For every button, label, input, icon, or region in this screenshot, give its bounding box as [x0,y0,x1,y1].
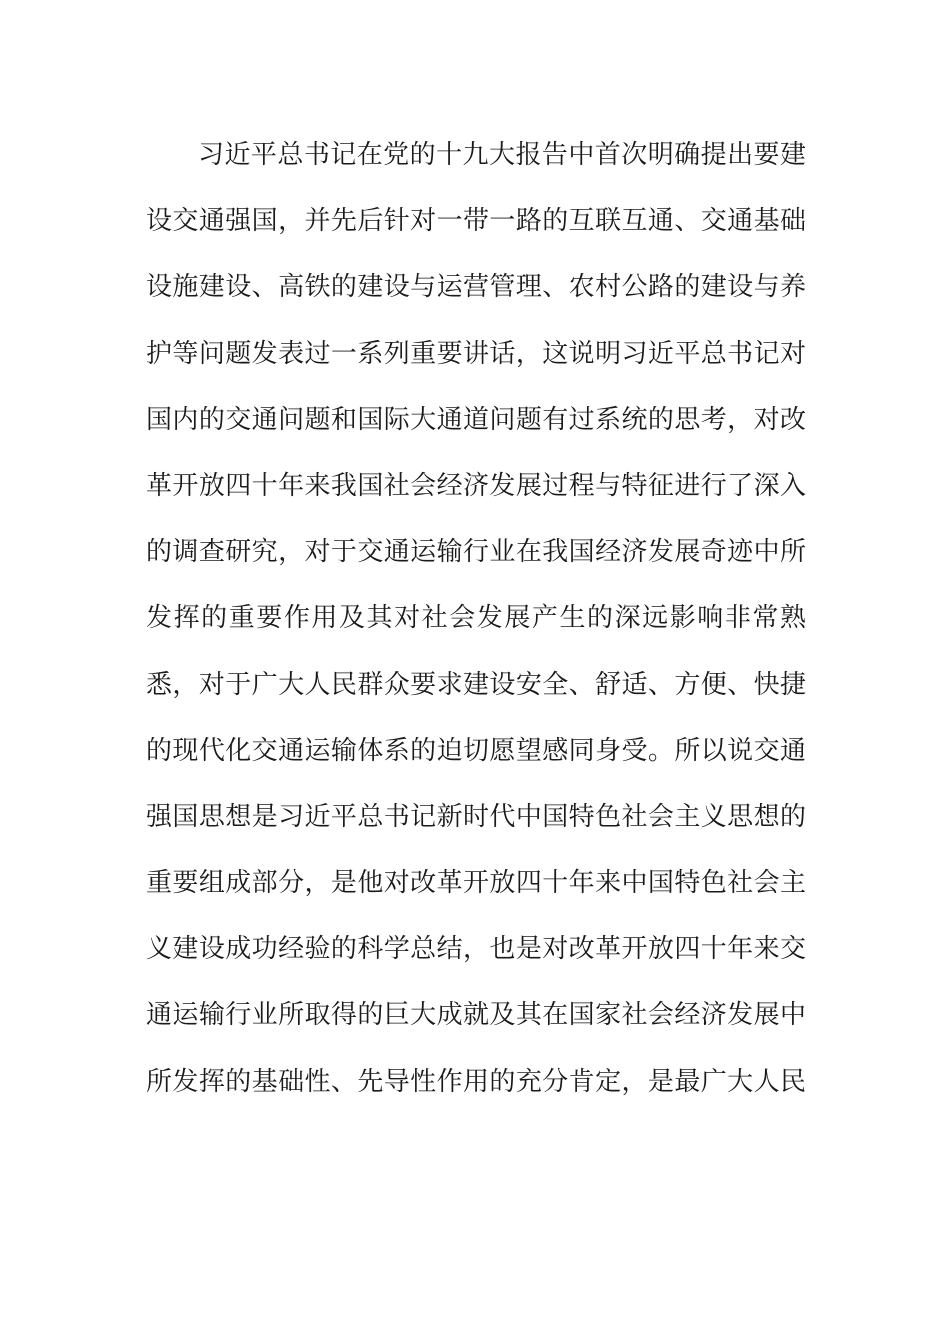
paragraph-line: 发挥的重要作用及其对社会发展产生的深远影响非常熟 [146,603,806,634]
paragraph-line: 的现代化交通运输体系的迫切愿望感同身受。所以说交通 [146,735,806,766]
body-paragraph [146,131,806,1124]
paragraph-line: 设交通强国，并先后针对一带一路的互联互通、交通基础 [146,206,806,237]
paragraph-line: 设施建设、高铁的建设与运营管理、农村公路的建设与养 [146,272,806,303]
paragraph-line: 革开放四十年来我国社会经济发展过程与特征进行了深入 [146,470,806,501]
paragraph-line: 国内的交通问题和国际大通道问题有过系统的思考，对改 [146,404,806,435]
paragraph-line: 悉，对于广大人民群众要求建设安全、舒适、方便、快捷 [146,669,806,700]
paragraph-line: 护等问题发表过一系列重要讲话，这说明习近平总书记对 [146,338,806,369]
paragraph-line: 强国思想是习近平总书记新时代中国特色社会主义思想的 [146,801,806,832]
paragraph-line: 义建设成功经验的科学总结，也是对改革开放四十年来交 [146,934,806,965]
paragraph-line: 通运输行业所取得的巨大成就及其在国家社会经济发展中 [146,1000,806,1031]
paragraph-line: 的调查研究，对于交通运输行业在我国经济发展奇迹中所 [146,537,806,568]
paragraph-line: 所发挥的基础性、先导性作用的充分肯定，是最广大人民 [146,1066,806,1097]
paragraph-line: 习近平总书记在党的十九大报告中首次明确提出要建 [198,140,806,170]
paragraph-line: 重要组成部分，是他对改革开放四十年来中国特色社会主 [146,868,806,899]
